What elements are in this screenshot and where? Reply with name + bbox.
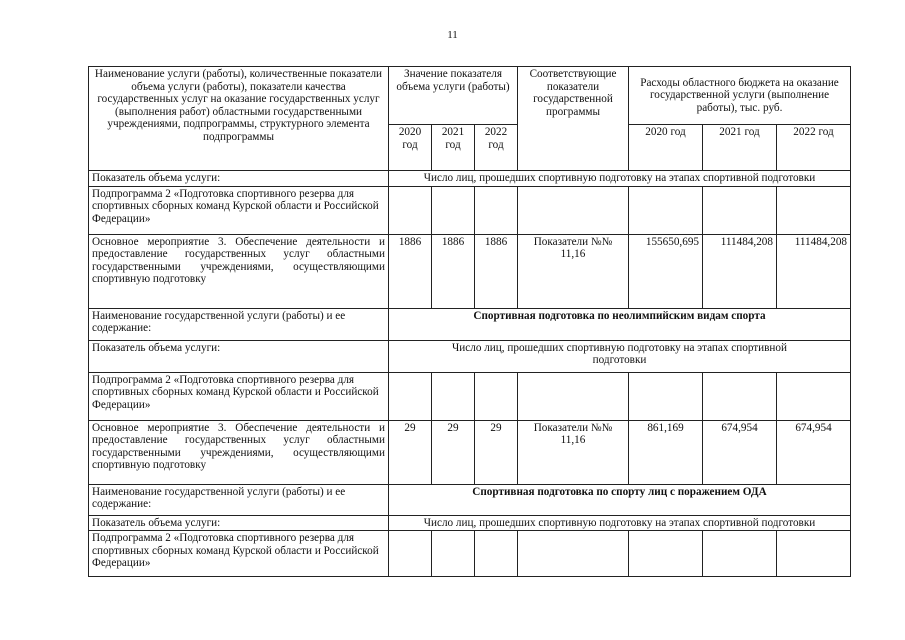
value-2021: 1886: [432, 234, 475, 308]
header-value-year-2022: 2022 год: [475, 125, 518, 171]
expense-2020: 861,169: [629, 420, 703, 484]
expense-2022: 674,954: [777, 420, 851, 484]
table-row: [89, 308, 851, 340]
header-name-column: Наименование услуги (работы), количественные показатели объема услуги (работы), показатели качества государственных услуг на оказание государственных услуг (выполнения работ) областными государственными учреждениями, подпрограммы, структурного элемента подпрограммы: [89, 67, 389, 171]
row-label: Показатель объема услуги:: [89, 515, 389, 531]
table-row: [89, 340, 851, 372]
value-2022: 1886: [475, 234, 518, 308]
header-program-column: Соответствующие показатели государственной программы: [518, 67, 629, 171]
row-label: Подпрограмма 2 «Подготовка спортивного резерва для спортивных сборных команд Курской области и Российской Федерации»: [89, 372, 389, 420]
row-label: Основное мероприятие 3. Обеспечение деятельности и предоставление государственных услуг областными государственными учреждениями, осуществляющими спортивную подготовку: [89, 234, 389, 308]
table-row: [89, 531, 851, 577]
row-label: Наименование государственной услуги (работы) и ее содержание:: [89, 484, 389, 515]
header-expense-year-2022: 2022 год: [777, 125, 851, 171]
budget-table: [88, 66, 851, 577]
header-value-column: Значение показателя объема услуги (работы): [389, 67, 518, 125]
row-label: Показатель объема услуги:: [89, 171, 389, 187]
row-label: Подпрограмма 2 «Подготовка спортивного резерва для спортивных сборных команд Курской области и Российской Федерации»: [89, 186, 389, 234]
table-row: [89, 234, 851, 308]
row-label: Подпрограмма 2 «Подготовка спортивного резерва для спортивных сборных команд Курской области и Российской Федерации»: [89, 531, 389, 577]
row-indicator-text: Число лиц, прошедших спортивную подготовку на этапах спортивной подготовки: [389, 515, 851, 531]
header-expense-year-2021: 2021 год: [703, 125, 777, 171]
row-label: Показатель объема услуги:: [89, 340, 389, 372]
value-2022: 29: [475, 420, 518, 484]
row-indicator-text: Число лиц, прошедших спортивную подготовку на этапах спортивной подготовки: [389, 340, 851, 372]
expense-2021: 674,954: [703, 420, 777, 484]
page-number: 11: [447, 29, 458, 41]
value-2020: 1886: [389, 234, 432, 308]
table-row: [89, 515, 851, 531]
row-label: Основное мероприятие 3. Обеспечение деятельности и предоставление государственных услуг областными государственными учреждениями, осуществляющими спортивную подготовку: [89, 420, 389, 484]
expense-2022: 111484,208: [777, 234, 851, 308]
expense-2021: 111484,208: [703, 234, 777, 308]
row-indicator-text: Число лиц, прошедших спортивную подготовку на этапах спортивной подготовки: [389, 171, 851, 187]
service-name: Спортивная подготовка по неолимпийским видам спорта: [389, 308, 851, 340]
value-2020: 29: [389, 420, 432, 484]
table-row: [89, 372, 851, 420]
header-value-year-2021: 2021 год: [432, 125, 475, 171]
program-indicators: Показатели №№ 11,16: [518, 234, 629, 308]
header-expense-year-2020: 2020 год: [629, 125, 703, 171]
table-row: [89, 171, 851, 187]
header-value-year-2020: 2020 год: [389, 125, 432, 171]
header-expense-column: Расходы областного бюджета на оказание государственной услуги (выполнение работы), тыс. руб.: [629, 67, 851, 125]
table-row: [89, 484, 851, 515]
expense-2020: 155650,695: [629, 234, 703, 308]
table-row: [89, 420, 851, 484]
program-indicators: Показатели №№ 11,16: [518, 420, 629, 484]
row-label: Наименование государственной услуги (работы) и ее содержание:: [89, 308, 389, 340]
value-2021: 29: [432, 420, 475, 484]
table-row: [89, 186, 851, 234]
service-name: Спортивная подготовка по спорту лиц с поражением ОДА: [389, 484, 851, 515]
